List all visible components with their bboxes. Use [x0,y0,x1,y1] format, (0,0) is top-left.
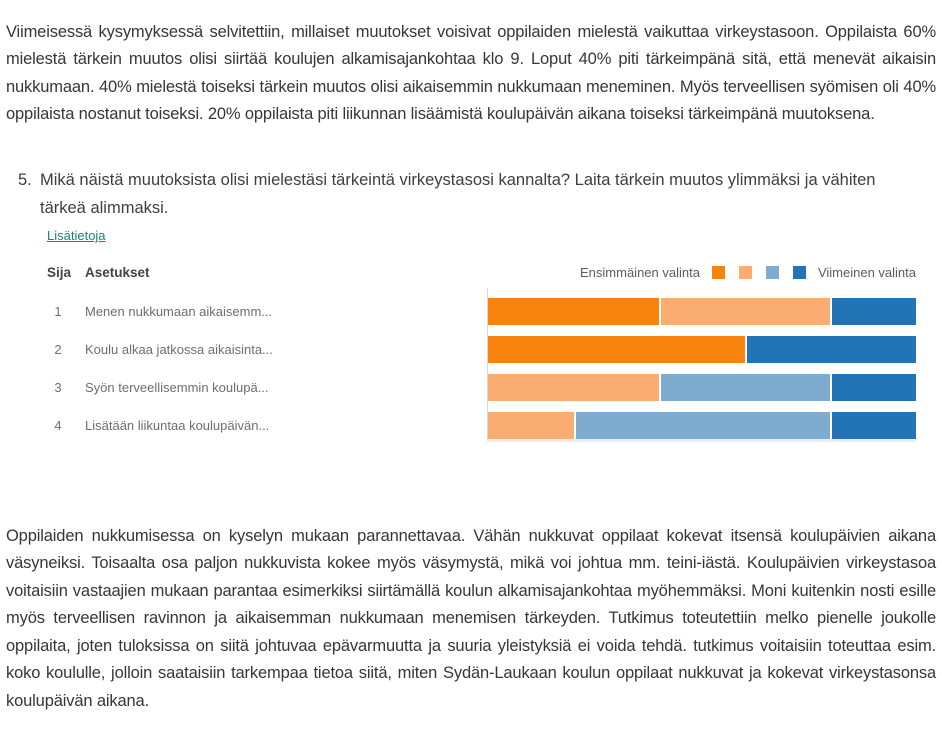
rank-number: 2 [54,341,62,357]
legend-swatch [739,266,752,279]
ranking-rows [47,292,916,444]
legend-swatch [793,266,806,279]
ranking-row-1 [47,292,916,330]
details-link[interactable]: Lisätietoja [47,228,106,243]
bar-segment [488,336,745,363]
option-label: Menen nukkumaan aikaisemm... [85,303,273,319]
bar-segment [659,374,830,401]
ranking-header-row [47,263,916,281]
chart-legend [580,265,916,280]
stacked-bar-row-4 [488,412,916,439]
intro-paragraph: Viimeisessä kysymyksessä selvitettiin, millaiset muutokset voisivat oppilaiden mielestä vaikuttaa virkeystasoon. Oppilaista 60% mielestä tärkein muutos olisi siirtää koulujen alkamisajankohtaa klo 9. Loput 40% piti tärkeimpänä sitä, että menevät aikaisin nukkumaan. 40% mielestä toiseksi tärkein muutos olisi aikaisemmin nukkumaan meneminen. Myös terveellisen syömisen oli 40% oppilaista nostanut toiseksi. 20% oppilaista piti liikunnan lisäämistä koulupäivän aikana toiseksi tärkeimpänä muutoksena. [6,22,936,123]
stacked-bar-row-3 [488,374,916,401]
question-5 [18,166,890,222]
legend-swatches [712,266,806,279]
bar-segment [830,374,916,401]
ranking-row-3 [47,368,916,406]
ranking-row-2 [47,330,916,368]
ranking-row-4 [47,406,916,444]
option-label: Syön terveellisemmin koulupä... [85,379,269,395]
option-label: Lisätään liikuntaa koulupäivän... [85,417,270,433]
bar-segment [659,298,830,325]
bar-segment [488,412,574,439]
legend-swatch [712,266,725,279]
bar-segment [745,336,916,363]
legend-label-first-choice: Ensimmäinen valinta [580,264,700,280]
rank-number: 4 [54,417,62,433]
bar-segment [830,298,916,325]
rank-number: 1 [54,303,62,319]
column-header-rank: Sija [47,264,72,280]
stacked-bar-row-1 [488,298,916,325]
bar-segment [488,298,659,325]
closing-paragraph: Oppilaiden nukkumisessa on kyselyn mukaan parannettavaa. Vähän nukkuvat oppilaat kokevat itsensä koulupäivien aikana väsyneiksi. Toisaalta osa paljon nukkuvista kokee myös väsymystä, mikä voi johtua mm. teini-iästä. Koulupäivien virkeystasoa voitaisiin vastaajien mukaan parantaa esimerkiksi siirtämällä koulun alkamisajankohtaa myöhemmäksi. Moni kuitenkin nosti esille myös terveellisen ravinnon ja aikaisemman nukkumaan menemisen tärkeyden. Tutkimus toteutettiin melko pienelle joukolle oppilaita, joten tuloksissa on siitä johtuvaa epävarmuutta ja suuria yleistyksiä ei voida tehdä. tutkimus voitaisiin toteuttaa esim. koko koululle, jolloin saataisiin tarkempaa tietoa siitä, miten Sydän-Laukaan koulun oppilaat nukkuvat ja kokevat virkeystasonsa koulupäivän aikana. [6,526,936,710]
stacked-bar-row-2 [488,336,916,363]
option-label: Koulu alkaa jatkossa aikaisinta... [85,341,273,357]
legend-swatch [766,266,779,279]
question-text: Mikä näistä muutoksista olisi mielestäsi tärkeintä virkeystasosi kannalta? Laita tärkein muutos ylimmäksi ja vähiten tärkeä alimmaksi. [40,171,876,217]
column-header-options: Asetukset [85,264,150,280]
ranking-results-widget [47,255,916,455]
question-number: 5. [18,171,32,189]
bar-segment [830,412,916,439]
rank-number: 3 [54,379,62,395]
legend-label-last-choice: Viimeinen valinta [817,264,916,280]
bar-segment [488,374,659,401]
bar-segment [574,412,831,439]
